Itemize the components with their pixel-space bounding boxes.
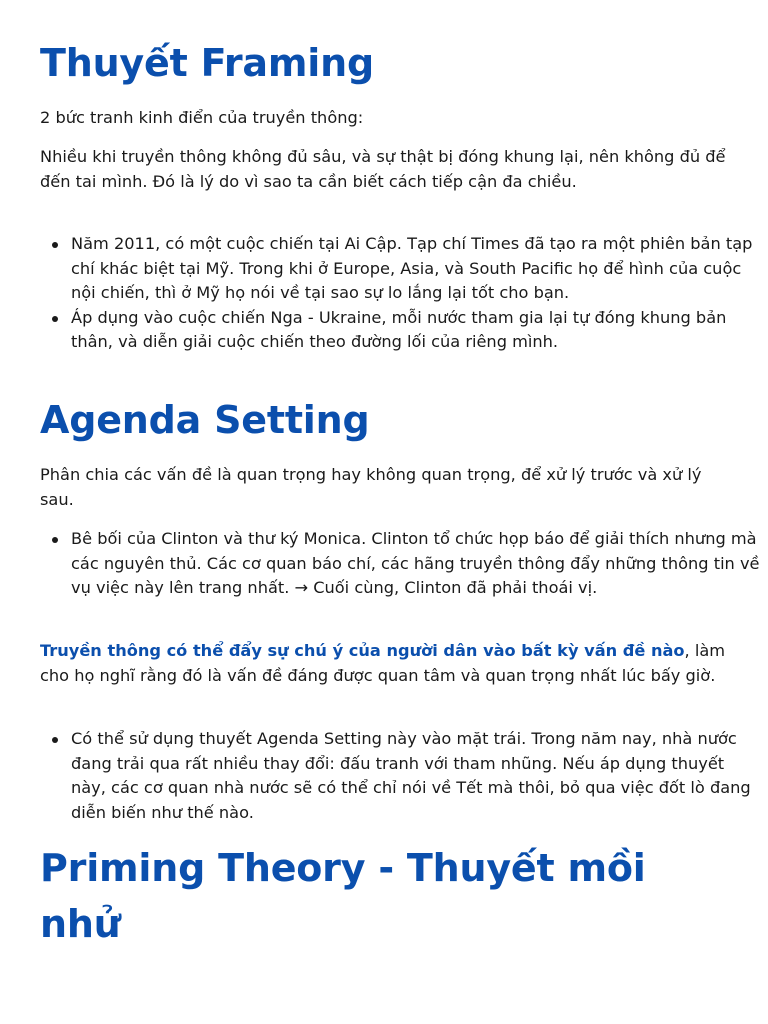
list-item: Năm 2011, có một cuộc chiến tại Ai Cập. Tạp chí Times đã tạo ra một phiên bản tạp chí khác biệt tại Mỹ. Trong khi ở Europe, Asia, và South Pacific họ để hình của cuộc nội chiến, thì ở Mỹ họ nói về tại sao sự lo lắng lại tốt cho bạn. <box>71 232 763 306</box>
heading-agenda-setting: Agenda Setting <box>40 398 370 442</box>
framing-paragraph: Nhiều khi truyền thông không đủ sâu, và sự thật bị đóng khung lại, nên không đủ để đến tai mình. Đó là lý do vì sao ta cần biết cách tiếp cận đa chiều. <box>40 147 726 191</box>
agenda-bullet-list-2 <box>40 727 763 825</box>
agenda-paragraph: Phân chia các vấn đề là quan trọng hay không quan trọng, để xử lý trước và xử lý sau. <box>40 465 702 509</box>
list-item: Áp dụng vào cuộc chiến Nga - Ukraine, mỗi nước tham gia lại tự đóng khung bản thân, và diễn giải cuộc chiến theo đường lối của riêng mình. <box>71 306 763 355</box>
list-item: Có thể sử dụng thuyết Agenda Setting này vào mặt trái. Trong năm nay, nhà nước đang trải qua rất nhiều thay đổi: đấu tranh với tham nhũng. Nếu áp dụng thuyết này, các cơ quan nhà nước sẽ có thể chỉ nói về Tết mà thôi, bỏ qua việc đốt lò đang diễn biến như thế nào. <box>71 727 763 825</box>
agenda-highlight-paragraph <box>40 639 732 688</box>
highlight-rest-text: , làm cho họ nghĩ rằng đó là vấn đề đáng được quan tâm và quan trọng nhất lúc bấy giờ. <box>40 641 726 685</box>
list-item: Bê bối của Clinton và thư ký Monica. Clinton tổ chức họp báo để giải thích nhưng mà các nguyên thủ. Các cơ quan báo chí, các hãng truyền thông đẩy những thông tin về vụ việc này lên trang nhất. → Cuối cùng, Clinton đã phải thoái vị. <box>71 527 763 601</box>
highlighted-text: Truyền thông có thể đẩy sự chú ý của người dân vào bất kỳ vấn đề nào <box>40 641 685 660</box>
heading-priming-theory: Priming Theory - Thuyết mồi nhử <box>40 846 646 946</box>
agenda-bullet-list-1 <box>40 527 763 601</box>
heading-framing: Thuyết Framing <box>40 41 374 85</box>
framing-intro: 2 bức tranh kinh điển của truyền thông: <box>40 108 364 127</box>
framing-bullet-list <box>40 232 763 355</box>
